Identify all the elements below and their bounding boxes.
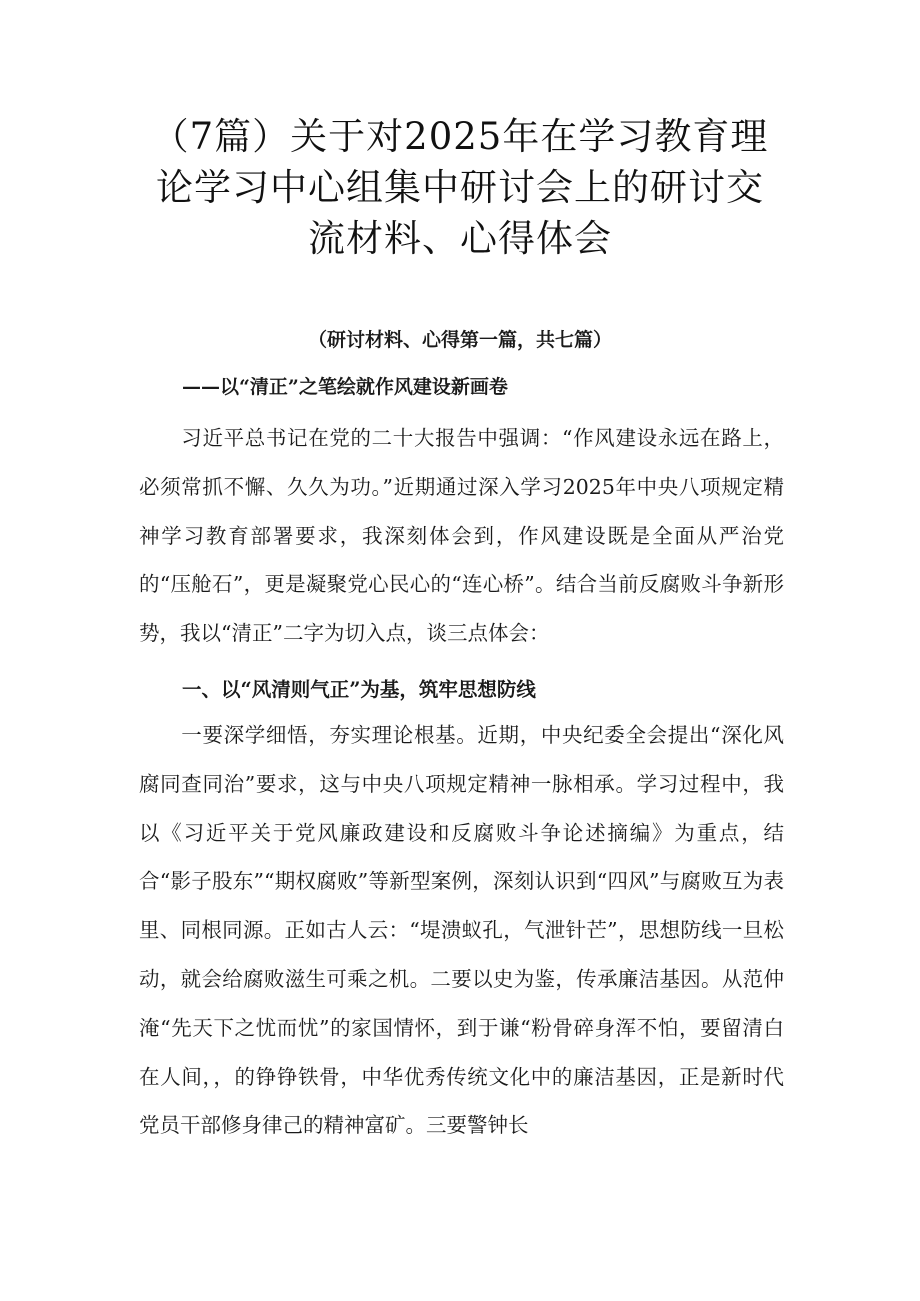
document-subtitle: （研讨材料、心得第一篇，共七篇）	[307, 329, 612, 351]
section-one-heading: 一、以“风清则气正”为基，筑牢思想防线	[182, 678, 536, 701]
section-one-paragraph: 一要深学细悟，夯实理论根基。近期，中央纪委全会提出“深化风腐同查同治”要求，这与中央八项规定精神一脉相承。学习过程中，我以《习近平关于党风廉政建设和反腐败斗争论述摘编》为重点，结合“影子股东”“期权腐败”等新型案例，深刻认识到“四风”与腐败互为表里、同根同源。正如古人云：“堤溃蚁孔，气泄针芒”，思想防线一旦松动，就会给腐败滋生可乘之机。二要以史为鉴，传承廉洁基因。从范仲淹“先天下之忧而忧”的家国情怀，到于谦“粉骨碎身浑不怕，要留清白在人间，，的铮铮铁骨，中华优秀传统文化中的廉洁基因，正是新时代党员干部修身律己的精神富矿。三要警钟长	[139, 723, 784, 1138]
theme-line: ——以“清正”之笔绘就作风建设新画卷	[182, 376, 508, 398]
intro-paragraph: 习近平总书记在党的二十大报告中强调：“作风建设永远在路上，必须常抓不懈、久久为功。”近期通过深入学习2025年中央八项规定精神学习教育部署要求，我深刻体会到，作风建设既是全面从严治党的“压舱石”，更是凝聚党心民心的“连心桥”。结合当前反腐败斗争新形势，我以“清正”二字为切入点，谈三点体会：	[139, 426, 784, 646]
document-title: （7篇）关于对2025年在学习教育理论学习中心组集中研讨会上的研讨交流材料、心得体会	[151, 115, 769, 260]
